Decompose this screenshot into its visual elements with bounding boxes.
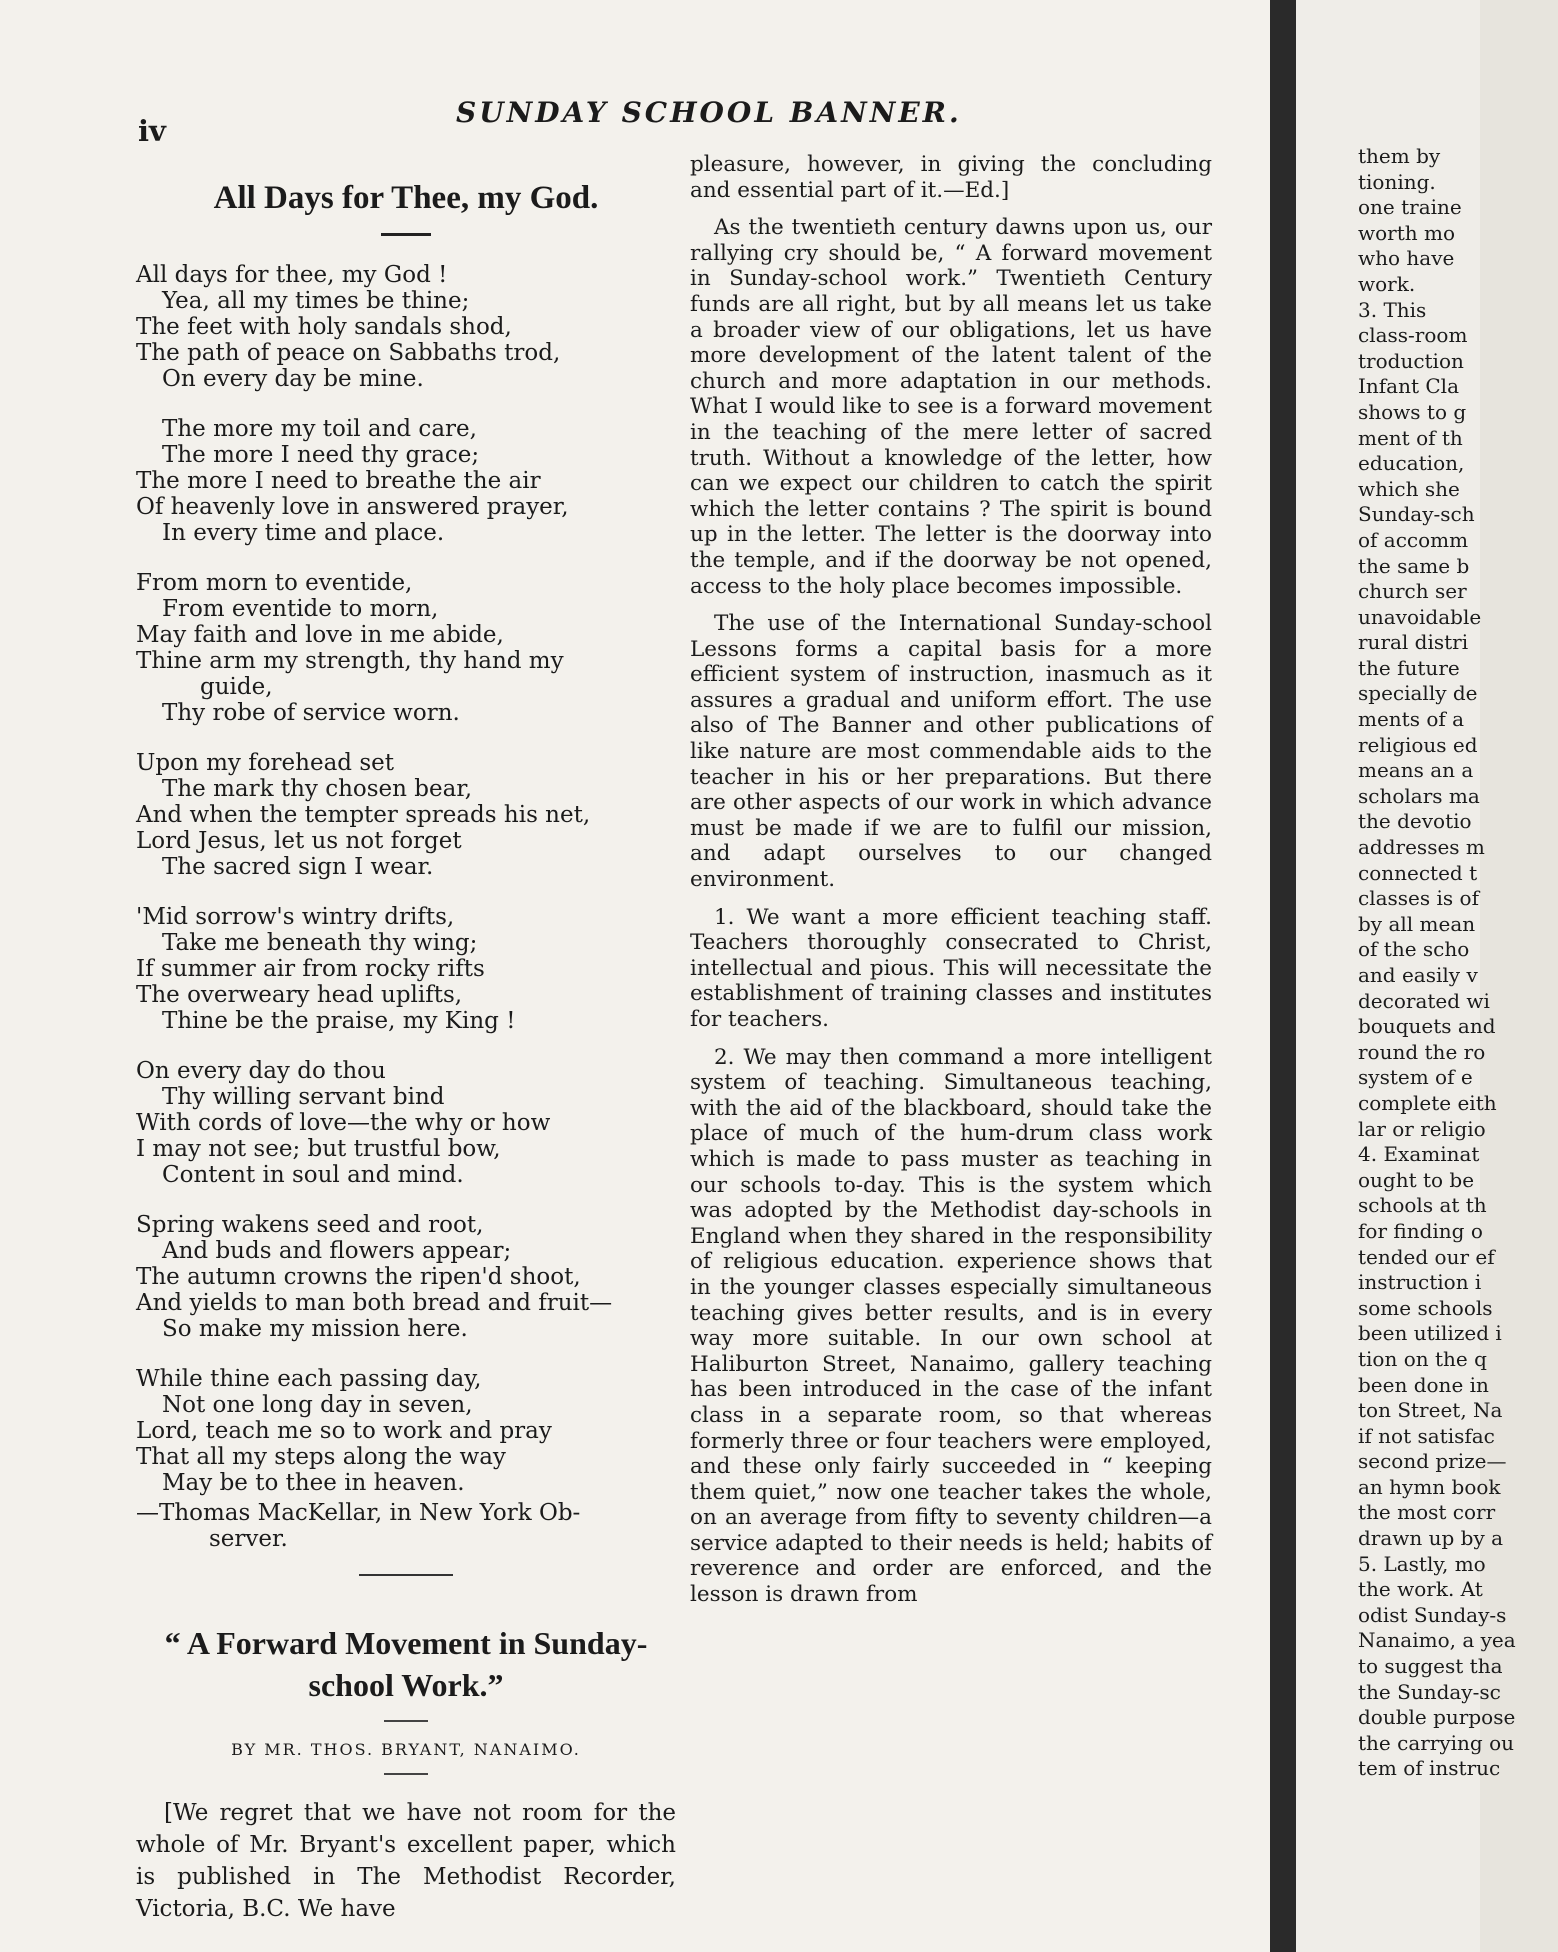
poem-line: The overweary head uplifts, (136, 982, 463, 1008)
poem-body (136, 262, 676, 1496)
next-page-line-fragment: tioning. (1358, 169, 1436, 194)
poem-line: Spring wakens seed and root, (136, 1212, 484, 1238)
next-page-line-fragment: for finding o (1358, 1218, 1483, 1243)
next-page-line-fragment: worth mo (1358, 220, 1456, 245)
next-page-line-fragment: lar or religio (1358, 1116, 1486, 1141)
poem-stanza (136, 1058, 676, 1188)
section-divider (359, 1574, 453, 1576)
next-page-line-fragment: the work. At (1358, 1577, 1483, 1602)
next-page-line-fragment: of the scho (1358, 937, 1470, 962)
poem-stanza (136, 1212, 676, 1342)
next-page-line-fragment: religious ed (1358, 732, 1478, 757)
next-page-line-fragment: Nanaimo, a yea (1358, 1628, 1516, 1653)
poem-line: The more my toil and care, (162, 416, 477, 442)
poem-stanza (136, 904, 676, 1034)
article-title (136, 1622, 676, 1706)
byline-rule-top (384, 1720, 428, 1722)
poem-line: guide, (200, 674, 273, 700)
next-page-line-fragment: been done in (1358, 1372, 1489, 1397)
poem-stanza (136, 570, 676, 726)
poem-line: Yea, all my times be thine; (162, 288, 470, 314)
book-gutter (1270, 0, 1296, 1952)
next-page-line-fragment: tended our ef (1358, 1244, 1495, 1269)
next-page-line-fragment: 5. Lastly, mo (1358, 1551, 1486, 1576)
poem-line: Thy robe of service worn. (162, 700, 460, 726)
next-page-line-fragment: means an a (1358, 758, 1474, 783)
next-page-line-fragment: church ser (1358, 579, 1467, 604)
middle-column (690, 152, 1212, 1620)
poem-line: The more I need thy grace; (162, 442, 480, 468)
poem-line: With cords of love—the why or how (136, 1110, 551, 1136)
poem-line: Take me beneath thy wing; (162, 930, 478, 956)
next-page-line-fragment: decorated wi (1358, 988, 1490, 1013)
next-page-line-fragment: ought to be (1358, 1167, 1475, 1192)
next-page-line-fragment: odist Sunday-s (1358, 1602, 1507, 1627)
next-page-line-fragment: if not satisfac (1358, 1423, 1495, 1448)
next-page-edge (1296, 0, 1516, 1952)
article-title-line2: school Work.” (308, 1667, 504, 1703)
poem-line: Thy willing servant bind (162, 1084, 445, 1110)
poem-line: The path of peace on Sabbaths trod, (136, 340, 561, 366)
editor-note-continued: pleasure, however, in giving the concluding and essential part of it.—Ed.] (690, 152, 1212, 203)
next-page-line-fragment: the most corr (1358, 1500, 1496, 1525)
poem-line: I may not see; but trustful bow, (136, 1136, 501, 1162)
title-rule (381, 233, 431, 236)
left-column (136, 180, 676, 1925)
poem-line: The mark thy chosen bear, (162, 776, 473, 802)
poem-line: May be to thee in heaven. (162, 1470, 465, 1496)
next-page-line-fragment: system of e (1358, 1065, 1473, 1090)
article-paragraph-3: 1. We want a more efficient teaching staff. Teachers thoroughly consecrated to Christ, intellectual and pious. This will necessitate the establishment of training classes and institutes for teachers. (690, 904, 1212, 1032)
byline-rule-bottom (384, 1773, 428, 1775)
poem-line: Thine be the praise, my King ! (162, 1008, 516, 1034)
poem-line: So make my mission here. (162, 1316, 468, 1342)
next-page-line-fragment: the Sunday-sc (1358, 1679, 1501, 1704)
next-page-line-fragment: ments of a (1358, 707, 1465, 732)
next-page-line-fragment: one traine (1358, 195, 1462, 220)
article-byline: BY MR. THOS. BRYANT, NANAIMO. (231, 1740, 581, 1759)
next-page-line-fragment: double purpose (1358, 1705, 1516, 1730)
poem-stanza (136, 1366, 676, 1496)
next-page-line-fragment: the devotio (1358, 809, 1472, 834)
next-page-line-fragment: ment of th (1358, 425, 1463, 450)
poem-line: And when the tempter spreads his net, (136, 802, 591, 828)
poem-line: May faith and love in me abide, (136, 622, 504, 648)
next-page-line-fragment: who have (1358, 246, 1455, 271)
next-page-line-fragment: to suggest tha (1358, 1654, 1503, 1679)
article-paragraph-2: The use of the International Sunday-school Lessons forms a capital basis for a more efficient system of instruction, inasmuch as it assures a gradual and uniform effort. The use also of The Banner and other publications of like nature are most commendable aids to the teacher in his or her preparations. But there are other aspects of our work in which advance must be made if we are to fulfil our mission, and adapt ourselves to our changed environment. (690, 611, 1212, 893)
next-page-line-fragment: Sunday-sch (1358, 502, 1475, 527)
next-page-line-fragment: and easily v (1358, 963, 1478, 987)
next-page-line-fragment: scholars ma (1358, 783, 1480, 808)
next-page-line-fragment: rural distri (1358, 630, 1469, 655)
poem-line: All days for thee, my God ! (136, 262, 448, 288)
next-page-line-fragment: complete eith (1358, 1090, 1497, 1115)
poem-line: The more I need to breathe the air (136, 468, 541, 494)
poem-stanza (136, 750, 676, 880)
poem-line: The autumn crowns the ripen'd shoot, (136, 1264, 581, 1290)
poem-line: The sacred sign I wear. (162, 854, 434, 880)
article-title-line1: “ A Forward Movement in Sunday- (164, 1625, 648, 1661)
next-page-line-fragment: Infant Cla (1358, 374, 1460, 399)
poem-line: And yields to man both bread and fruit— (136, 1290, 613, 1316)
next-page-line-fragment: tion on the q (1358, 1346, 1487, 1371)
next-page-line-fragment: 3. This (1358, 297, 1427, 322)
next-page-line-fragment: education, (1358, 451, 1465, 476)
poem-line: Upon my forehead set (136, 750, 394, 776)
poem-attribution: —Thomas MacKellar, in New York Ob- (136, 1500, 581, 1526)
next-page-line-fragment: tem of instruc (1358, 1756, 1501, 1781)
next-page-line-fragment: connected t (1358, 860, 1478, 885)
next-page-line-fragment: classes is of (1358, 886, 1479, 911)
next-page-line-fragment: the carrying ou (1358, 1730, 1515, 1755)
poem-line: If summer air from rocky rifts (136, 956, 485, 982)
next-page-line-fragment: unavoidable (1358, 604, 1482, 629)
next-page-line-fragment: shows to g (1358, 399, 1467, 424)
next-page-line-fragment: which she (1358, 476, 1460, 501)
next-page-line-fragment: by all mean (1358, 911, 1476, 936)
next-page-line-fragment: some schools (1358, 1295, 1493, 1320)
poem-line: Not one long day in seven, (162, 1392, 473, 1418)
poem-stanza (136, 416, 676, 546)
poem-line: And buds and flowers appear; (162, 1238, 512, 1264)
poem-line: Of heavenly love in answered prayer, (136, 494, 569, 520)
poem-line: On every day be mine. (162, 366, 424, 392)
poem-line: From eventide to morn, (162, 596, 439, 622)
next-page-line-fragment: work. (1358, 271, 1416, 296)
poem-line: While thine each passing day, (136, 1366, 482, 1392)
poem-line: Lord, teach me so to work and pray (136, 1418, 552, 1444)
next-page-column (1358, 144, 1558, 1782)
page-number: iv (138, 114, 166, 148)
article-paragraph-4: 2. We may then command a more intelligent system of teaching. Simultaneous teaching, with the aid of the blackboard, should take the place of much of the hum-drum class work which is made to pass muster as teaching in our schools to-day. This is the system which was adopted by the Methodist day-schools in England when they shared in the responsibility of religious education. experience shows that in the younger classes especially simultaneous teaching gives better results, and is in every way more suitable. In our own school at Haliburton Street, Nanaimo, gallery teaching has been introduced in the case of the infant class in a separate room, so that whereas formerly three or four teachers were employed, and these only fairly succeeded in “ keeping them quiet,” now one teacher takes the whole, on an average from fifty to seventy children—a service adapted to their needs is held; habits of reverence and order are enforced, and the lesson is drawn from (690, 1044, 1212, 1608)
next-page-line-fragment: ton Street, Na (1358, 1398, 1503, 1423)
next-page-line-fragment: the future (1358, 655, 1460, 680)
next-page-line-fragment: round the ro (1358, 1039, 1486, 1064)
next-page-line-fragment: of accomm (1358, 527, 1469, 552)
poem-line: Lord Jesus, let us not forget (136, 828, 462, 854)
poem-line: That all my steps along the way (136, 1444, 506, 1470)
next-page-line-fragment: instruction i (1358, 1270, 1482, 1295)
next-page-line-fragment: bouquets and (1358, 1014, 1496, 1039)
next-page-line-fragment: troduction (1358, 348, 1464, 373)
next-page-line-fragment: drawn up by a (1358, 1526, 1504, 1551)
poem-line: In every time and place. (162, 520, 445, 546)
poem-title: All Days for Thee, my God. (213, 180, 599, 216)
editor-note: [We regret that we have not room for the whole of Mr. Bryant's excellent paper, which is published in The Methodist Recorder, Victoria, B.C. We have (136, 1800, 676, 1922)
next-page-line-fragment: been utilized i (1358, 1321, 1502, 1346)
running-head: SUNDAY SCHOOL BANNER. (456, 96, 962, 129)
next-page-line-fragment: them by (1358, 144, 1441, 168)
poem-line: The feet with holy sandals shod, (136, 314, 512, 340)
poem-line: On every day do thou (136, 1058, 386, 1084)
next-page-line-fragment: schools at th (1358, 1193, 1487, 1218)
next-page-line-fragment: 4. Examinat (1358, 1142, 1480, 1167)
poem-line: Content in soul and mind. (162, 1162, 464, 1188)
next-page-line-fragment: specially de (1358, 681, 1478, 706)
poem-line: Thine arm my strength, thy hand my (136, 648, 564, 674)
poem-line: 'Mid sorrow's wintry drifts, (136, 904, 455, 930)
poem-stanza (136, 262, 676, 392)
next-page-line-fragment: the same b (1358, 553, 1470, 578)
poem-line: From morn to eventide, (136, 570, 413, 596)
next-page-line-fragment: addresses m (1358, 835, 1485, 860)
next-page-line-fragment: an hymn book (1358, 1474, 1501, 1499)
next-page-line-fragment: second prize— (1358, 1449, 1507, 1474)
poem-attribution-cont: server. (209, 1526, 288, 1552)
article-paragraph-1: As the twentieth century dawns upon us, our rallying cry should be, “ A forward movement in Sunday-school work.” Twentieth Century funds are all right, but by all means let us take a broader view of our obligations, let us have more development of the latent talent of the church and more adaptation in our methods. What I would like to see is a forward movement in the teaching of the mere letter of sacred truth. Without a knowledge of the letter, how can we expect our children to catch the spirit which the letter contains ? The spirit is bound up in the letter. The letter is the doorway into the temple, and if the doorway be not opened, access to the holy place becomes impossible. (690, 215, 1212, 599)
next-page-line-fragment: class-room (1358, 323, 1468, 348)
